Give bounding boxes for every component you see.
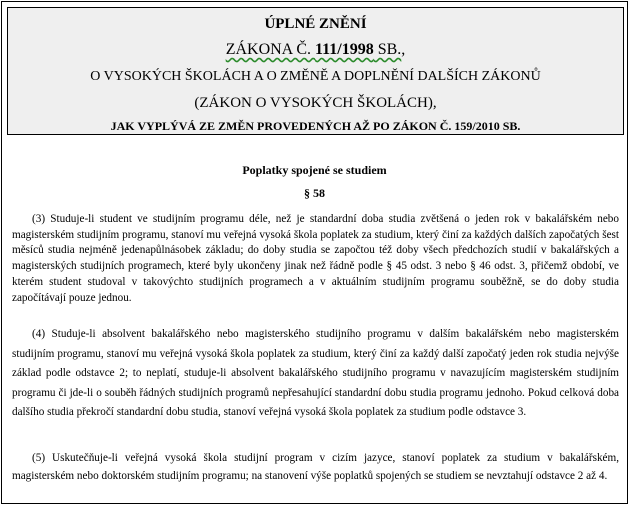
title-line-4: (ZÁKON O VYSOKÝCH ŠKOLÁCH), (194, 95, 437, 111)
title-line-5: JAK VYPLÝVÁ ZE ZMĚN PROVEDENÝCH AŽ PO ZÁKON Č. 159/2010 SB. (110, 119, 521, 133)
title-line-2 (8, 41, 623, 59)
title-box (7, 7, 624, 135)
section-number: § 58 (304, 186, 325, 200)
law-number: 111/1998 (315, 41, 374, 58)
title-line-3: O VYSOKÝCH ŠKOLÁCH A O ZMĚNĚ A DOPLNĚNÍ DALŠÍCH ZÁKONŮ (90, 69, 541, 84)
title-line-2-prefix: ZÁKONA Č. (225, 41, 316, 58)
title-line-1: ÚPLNÉ ZNĚNÍ (264, 16, 367, 32)
paragraph-3: (3) Studuje-li student ve studijním programu déle, než je standardní doba studia zvětšená o jeden rok v bakalářském nebo magisterském studijním programu, stanoví mu veřejná vysoká škola poplatek za studium, který činí za každých dalších započatých šest měsíců studia nejméně jedenapůlnásobek základu; do doby studia se započtou též doby všech předchozích studií v bakalářských a magisterských studijních programech, které byly ukončeny jinak než řádně podle § 45 odst. 3 nebo § 46 odst. 3, přičemž období, ve kterém student studoval v takovýchto studijních programech a v aktuálním studijním programu souběžně, se do doby studia započítávají pouze jednou. (12, 213, 619, 304)
title-line-2-suffix: SB. (373, 41, 402, 58)
section-heading: Poplatky spojené se studiem (242, 163, 387, 177)
paragraph-5: (5) Uskutečňuje-li veřejná vysoká škola studijní program v cizím jazyce, stanoví poplatek za studium v bakalářském, magisterském nebo doktorském studijním programu; na stanovení výše poplatků spojených se studiem se nevztahují odstavce 2 až 4. (12, 452, 619, 482)
paragraph-4: (4) Studuje-li absolvent bakalářského nebo magisterského studijního programu v dalším bakalářském nebo magisterském studijním programu, stanoví mu veřejná vysoká škola poplatek za studium, který činí za každý další započatý jeden rok studia nejvýše základ podle odstavce 2; to neplatí, studuje-li absolvent bakalářského studijního programu v navazujícím magisterském studijním programu či jde-li o souběh řádných studijních programů nepřesahující standardní dobu studia programu jednoho. Pokud celková doba dalšího studia překročí standardní dobu studia, stanoví veřejná vysoká škola poplatek za studium podle odstavce 3. (12, 328, 619, 418)
document-page (1, 1, 628, 504)
title-line-2-end: , (401, 41, 406, 58)
